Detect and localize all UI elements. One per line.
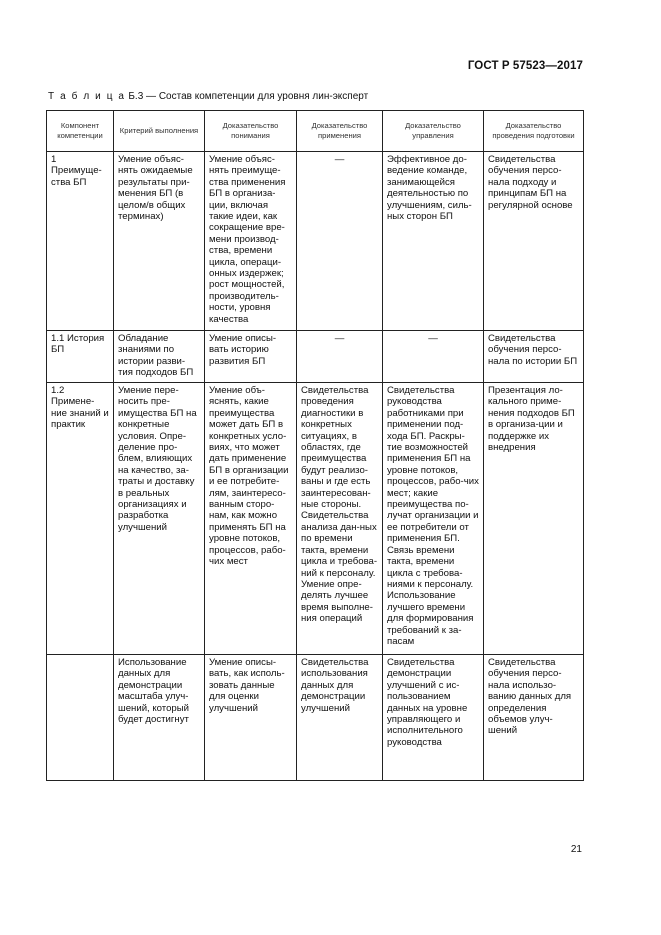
cell-management: Эффективное до-ведение команде, занимающейся деятельностью по улучшениям, силь-ных сторон БП (383, 152, 484, 331)
cell-understanding: Умение описы-вать, как исполь-зовать данные для оценки улучшений (205, 655, 297, 781)
cell-criterion: Использование данных для демонстрации масштаба улуч-шений, который будет достигнут (114, 655, 205, 781)
cell-application: Свидетельства использования данных для демонстрации улучшений (297, 655, 383, 781)
cell-training: Свидетельства обучения персо-нала подходу и принципам БП на регулярной основе (484, 152, 584, 331)
header-understanding: Доказательство понимания (205, 111, 297, 152)
table-row (47, 331, 584, 383)
table-row (47, 655, 584, 781)
cell-understanding: Умение описы-вать историю развития БП (205, 331, 297, 383)
cell-application: — (297, 331, 383, 383)
cell-component: 1.1 История БП (47, 331, 114, 383)
cell-training: Свидетельства обучения персо-нала использо-ванию данных для определения объемов улуч-шений (484, 655, 584, 781)
cell-training: Презентация ло-кального приме-нения подходов БП в организа-ции и поддержке их внедрения (484, 383, 584, 655)
header-training: Доказательство проведения подготовки (484, 111, 584, 152)
table-caption-number: Б.3 (125, 91, 147, 102)
cell-training: Свидетельства обучения персо-нала по истории БП (484, 331, 584, 383)
cell-management: Свидетельства демонстрации улучшений с ис-пользованием данных на уровне управляющего и исполнительного руководства (383, 655, 484, 781)
cell-component (47, 655, 114, 781)
table-caption-title: — Состав компетенции для уровня лин-эксперт (146, 91, 369, 102)
cell-component: 1 Преимуще-ства БП (47, 152, 114, 331)
cell-management: — (383, 331, 484, 383)
cell-application: — (297, 152, 383, 331)
cell-management: Свидетельства руководства работниками при применении под-хода БП. Раскры-тие возможностей применения БП на уровне потоков, процессов, рабо-чих мест; какие преимущества по-лучат организации и ее потребители от применения БП. Связь времени такта, времени цикла с требова-ниями к персоналу. Использование лучшего времени для формирования требований к за-пасам (383, 383, 484, 655)
table-header-row (47, 111, 584, 152)
page-number: 21 (570, 844, 582, 855)
header-criterion: Критерий выполнения (114, 111, 205, 152)
table-caption (48, 91, 368, 102)
header-management: Доказательство управления (383, 111, 484, 152)
cell-application: Свидетельства проведения диагностики в конкретных ситуациях, в областях, где преимущества будут реализо-ваны и где есть заинтересован-ные стороны. Свидетельства анализа дан-ных по времени такта, времени цикла и требова-ний к персоналу. Умение опре-делять лучшее время выполне-ния операций (297, 383, 383, 655)
cell-criterion: Обладание знаниями по истории разви-тия подходов БП (114, 331, 205, 383)
cell-criterion: Умение объяс-нять ожидаемые результаты при-менения БП (в целом/в общих терминах) (114, 152, 205, 331)
table-row (47, 152, 584, 331)
table-caption-label: Т а б л и ц а (48, 91, 126, 102)
cell-criterion: Умение пере-носить пре-имущества БП на конкретные условия. Опре-деление про-блем, влияющих на качество, за-траты и доставку в реальных организациях и разработка улучшений (114, 383, 205, 655)
standard-designation: ГОСТ Р 57523—2017 (467, 60, 583, 72)
table-row (47, 383, 584, 655)
competence-table (46, 110, 584, 781)
header-component: Компонент компетенции (47, 111, 114, 152)
cell-component: 1.2 Примене-ние знаний и практик (47, 383, 114, 655)
header-application: Доказательство применения (297, 111, 383, 152)
cell-understanding: Умение объ-яснять, какие преимущества может дать БП в конкретных усло-виях, что может дать применение БП в организации и ее потребите-лям, заинтересо-ванным сторо-нам, как можно применять БП на уровне потоков, процессов, рабо-чих мест (205, 383, 297, 655)
cell-understanding: Умение объяс-нять преимуще-ства применения БП в организа-ции, включая такие идеи, как сокращение вре-мени производ-ства, времени цикла, операци-онных издержек; рост мощностей, производитель-ности, уровня качества (205, 152, 297, 331)
